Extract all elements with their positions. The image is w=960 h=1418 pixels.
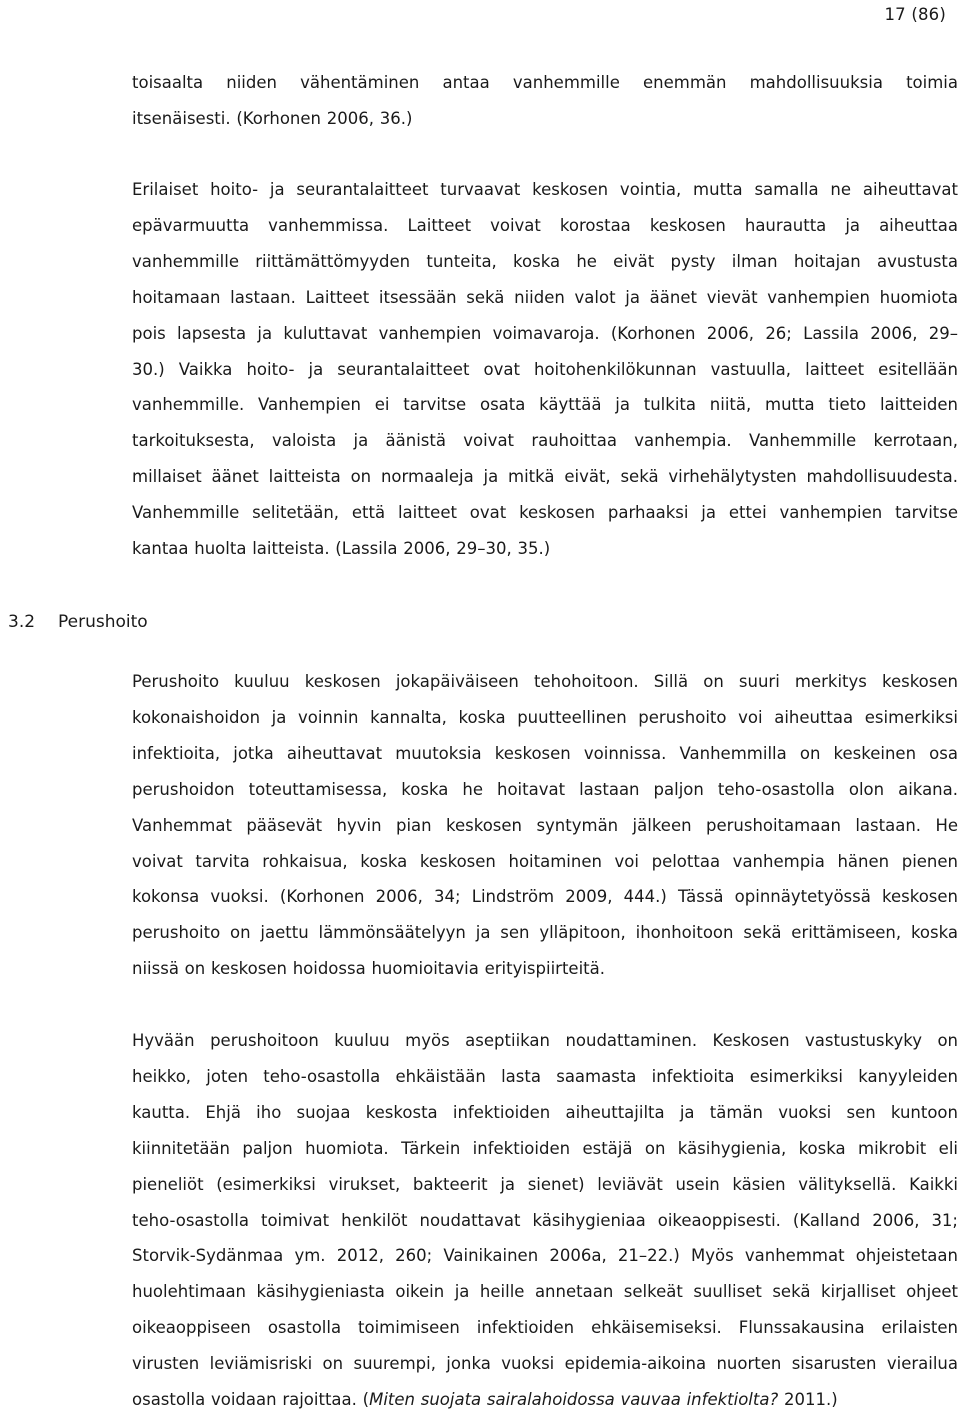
text-line: 30.) Vaikka hoito- ja seurantalaitteet ovat hoitohenkilökunnan vastuulla, laitteet esitellään [132,359,958,379]
text-line: infektioita, jotka aiheuttavat muutoksia keskosen voinnissa. Vanhemmilla on keskeinen osa [132,743,958,763]
text-line: pieneliöt (esimerkiksi virukset, bakteerit ja sienet) leviävät usein käsien välityksellä. Kaikki [132,1174,958,1194]
text-line: kokonsa vuoksi. (Korhonen 2006, 34; Lindström 2009, 444.) Tässä opinnäytetyössä keskosen [132,887,958,907]
text-line: kantaa huolta laitteista. (Lassila 2006, 29–30, 35.) [132,539,551,559]
text-line: Perushoito kuuluu keskosen jokapäiväiseen tehohoitoon. Sillä on suuri merkitys keskosen [132,672,958,691]
text-line: Vanhemmat pääsevät hyvin pian keskosen syntymän jälkeen perushoitamaan lastaan. He [132,815,958,835]
text-line: perushoidon toteuttamisessa, koska he hoitavat lastaan paljon teho-osastolla olon aikana. [132,779,958,799]
page-number: 17 (86) [884,5,946,24]
text-line: oikeaoppiseen osastolla toimimiseen infektioiden ehkäisemiseksi. Flunssakausina erilaisten [132,1318,958,1338]
text-line: tarkoituksesta, valoista ja äänistä voivat rauhoittaa vanhempia. Vanhemmille kerrotaan, [132,431,958,451]
text-line: perushoito on jaettu lämmönsäätelyyn ja sen ylläpitoon, ihonhoitoon sekä erittämiseen, koska [132,923,958,943]
text-segment: osastolla voidaan rajoittaa. ( [132,1390,370,1410]
text-line: toisaalta niiden vähentäminen antaa vanhemmille enemmän mahdollisuuksia toimia [132,73,958,92]
text-line: hoitamaan lastaan. Laitteet itsessään sekä niiden valot ja äänet vievät vanhempien huomiota [132,287,958,307]
text-line: heikko, joten teho-osastolla ehkäistään lasta saamasta infektioita esimerkiksi kanyyleiden [132,1066,958,1086]
text-line: vanhemmille. Vanhempien ei tarvitse osata käyttää ja tulkita niitä, mutta tieto laitteiden [132,395,958,415]
text-line: kokonaishoidon ja voinnin kannalta, koska puutteellinen perushoito voi aiheuttaa esimerkiksi [132,707,958,727]
text-line: itsenäisesti. (Korhonen 2006, 36.) [132,108,413,128]
text-line: Erilaiset hoito- ja seurantalaitteet turvaavat keskosen vointia, mutta samalla ne aiheuttavat [132,180,958,199]
text-line: huolehtimaan käsihygieniasta oikein ja heille annetaan selkeät suulliset sekä kirjalliset ohjeet [132,1282,958,1302]
text-line: Storvik-Sydänmaa ym. 2012, 260; Vainikainen 2006a, 21–22.) Myös vanhemmat ohjeistetaan [132,1246,958,1266]
text-line: kautta. Ehjä iho suojaa keskosta infektioiden aiheuttajilta ja tämän vuoksi sen kuntoon [132,1102,958,1122]
section-heading [8,606,148,638]
text-line: pois lapsesta ja kuluttavat vanhempien voimavaroja. (Korhonen 2006, 26; Lassila 2006, 29– [132,323,958,343]
text-line: epävarmuutta vanhemmissa. Laitteet voivat korostaa keskosen haurautta ja aiheuttaa [132,215,958,235]
body-paragraph [132,1023,958,1418]
text-line: kiinnitetään paljon huomiota. Tärkein infektioiden estäjä on käsihygienia, koska mikrobit eli [132,1138,958,1158]
body-paragraph [132,664,958,987]
text-line: millaiset äänet laitteista on normaaleja ja mitkä eivät, sekä virhehälytysten mahdollisuudesta. [132,467,958,487]
section-number: 3.2 [8,612,36,632]
text-line: Vanhemmille selitetään, että laitteet ovat keskosen parhaaksi ja ettei vanhempien tarvitse [132,503,958,523]
text-line: teho-osastolla toimivat henkilöt noudattavat käsihygieniaa oikeaoppisesti. (Kalland 2006, 31; [132,1210,958,1230]
text-segment: 2011.) [778,1390,838,1410]
text-line: niissä on keskosen hoidossa huomioitavia erityispiirteitä. [132,959,605,979]
body-paragraph [132,65,958,137]
text-line: Hyvään perushoitoon kuuluu myös aseptiikan noudattaminen. Keskosen vastustuskyky on [132,1031,958,1050]
text-line: virusten leviämisriski on suurempi, jonka vuoksi epidemia-aikoina nuorten sisarusten vierailua [132,1354,958,1374]
section-title: Perushoito [58,612,148,632]
text-line: voivat tarvita rohkaisua, koska keskosen hoitaminen voi pelottaa vanhempia hänen pienen [132,851,958,871]
body-paragraph [132,172,958,567]
italic-title: Miten suojata sairalahoidossa vauvaa infektiolta? [369,1390,779,1410]
text-line: vanhemmille riittämättömyyden tunteita, koska he eivät pysty ilman hoitajan avustusta [132,251,958,271]
